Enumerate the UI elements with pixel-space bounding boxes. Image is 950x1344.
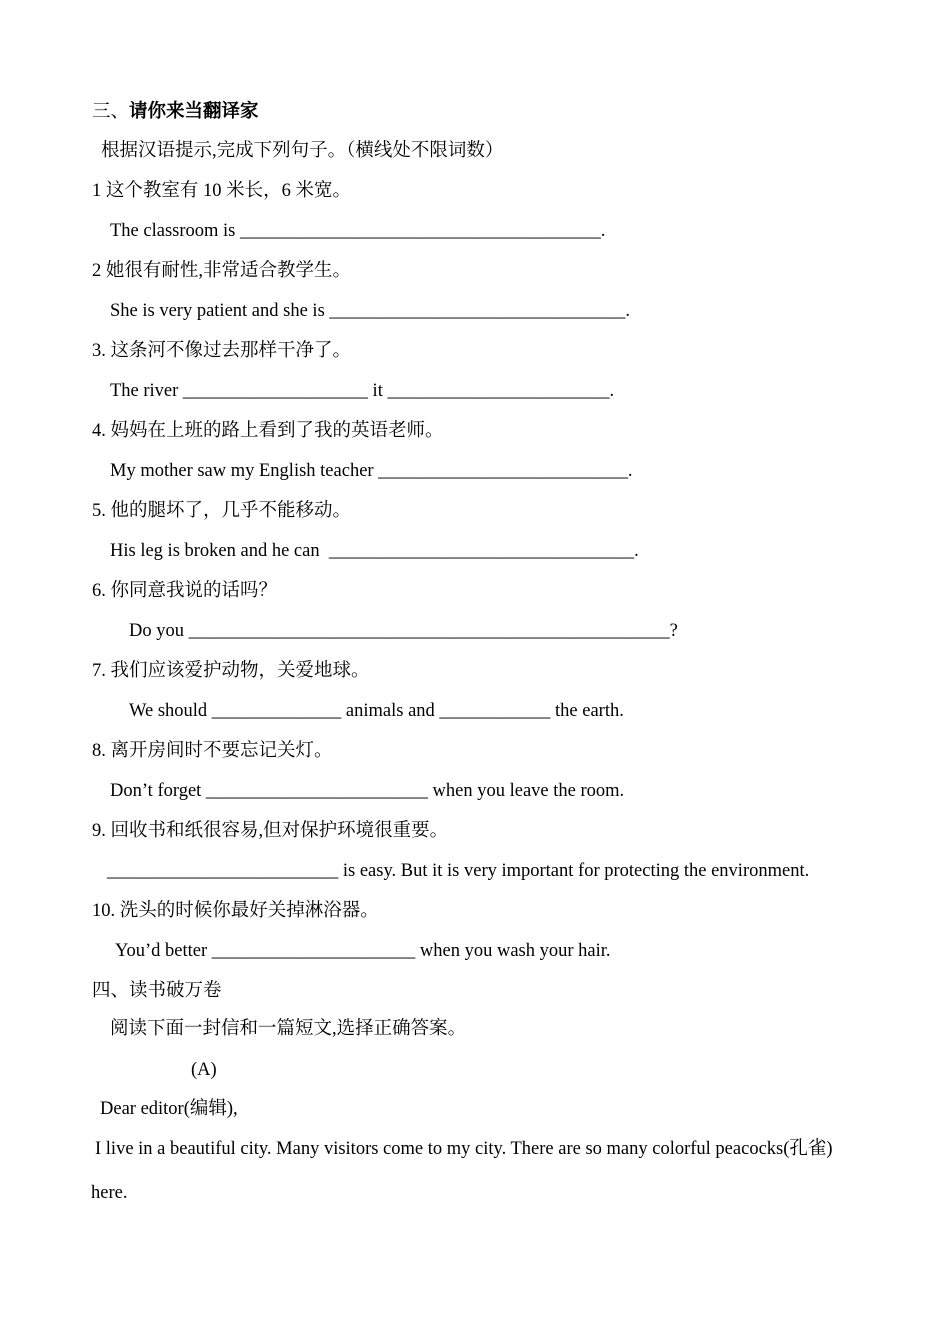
section-3-heading — [92, 101, 259, 123]
question-prompt: 5. 他的腿坏了，几乎不能移动。 — [92, 501, 352, 521]
question-answer-line: The river ____________________ it ________________________. — [110, 381, 615, 401]
question-prompt: 7. 我们应该爱护动物，关爱地球。 — [92, 661, 370, 681]
question-prompt: 4. 妈妈在上班的路上看到了我的英语老师。 — [92, 421, 444, 441]
question-answer-line: Don’t forget ________________________ when you leave the room. — [110, 781, 625, 801]
letter-body-line: I live in a beautiful city. Many visitors come to my city. There are so many colorful peacocks(孔雀) — [95, 1139, 833, 1159]
letter-greeting: Dear editor(编辑), — [100, 1099, 238, 1119]
question-prompt: 9. 回收书和纸很容易,但对保护环境很重要。 — [92, 821, 449, 841]
question-answer-line: The classroom is _______________________________________. — [110, 221, 606, 241]
section-3-instruction: 根据汉语提示,完成下列句子。（横线处不限词数） — [101, 141, 504, 161]
question-prompt: 3. 这条河不像过去那样干净了。 — [92, 341, 352, 361]
section-3-prefix: 三、 — [92, 102, 130, 122]
question-prompt: 10. 洗头的时候你最好关掉淋浴器。 — [92, 901, 379, 921]
section-3-title: 请你来当翻译家 — [129, 102, 259, 122]
question-answer-line: You’d better ______________________ when you wash your hair. — [115, 941, 611, 961]
question-answer-line: We should ______________ animals and ____________ the earth. — [129, 701, 624, 721]
question-answer-line: My mother saw my English teacher ___________________________. — [110, 461, 633, 481]
section-4-instruction: 阅读下面一封信和一篇短文,选择正确答案。 — [110, 1019, 467, 1039]
question-answer-line: His leg is broken and he can _________________________________. — [110, 541, 639, 561]
question-prompt: 8. 离开房间时不要忘记关灯。 — [92, 741, 333, 761]
question-prompt: 2 她很有耐性,非常适合教学生。 — [92, 261, 352, 281]
passage-label: (A) — [191, 1060, 217, 1080]
question-answer-line: _________________________ is easy. But it is very important for protecting the environment. — [107, 861, 810, 881]
question-prompt: 6. 你同意我说的话吗？ — [92, 581, 278, 601]
question-answer-line: She is very patient and she is ________________________________. — [110, 301, 631, 321]
question-answer-line: Do you ____________________________________________________? — [129, 621, 678, 641]
letter-body-line: here. — [91, 1183, 128, 1203]
question-prompt: 1 这个教室有 10 米长，6 米宽。 — [92, 181, 352, 201]
section-4-heading: 四、读书破万卷 — [92, 981, 222, 1001]
